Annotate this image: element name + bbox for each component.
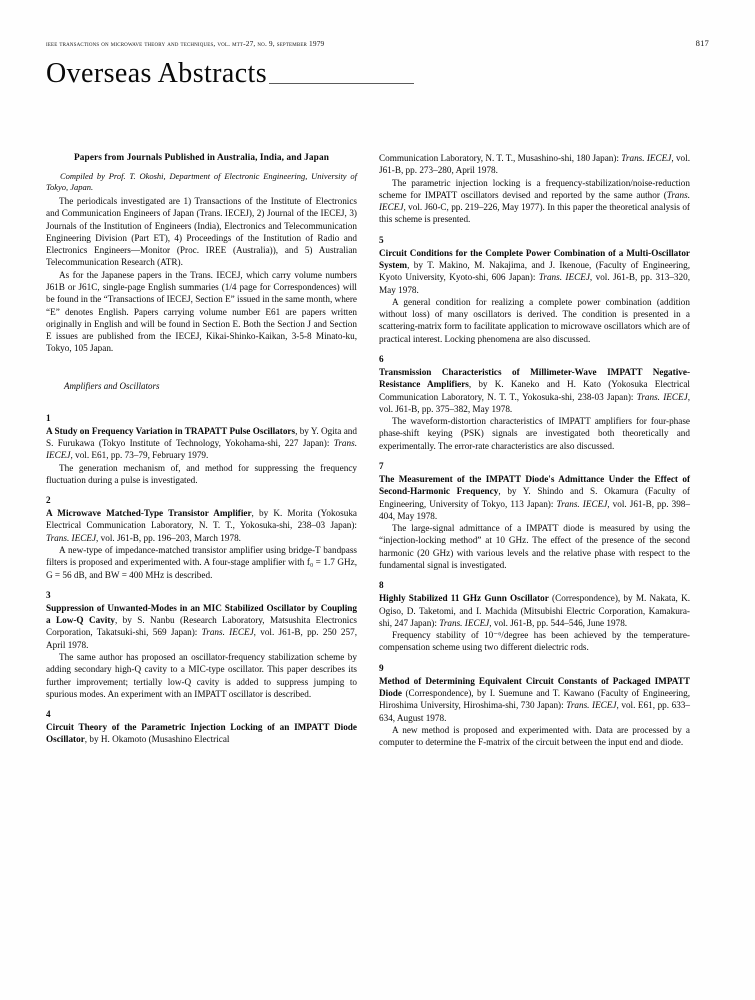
entry-number: 2 [46, 495, 51, 506]
entry-title: Highly Stabilized 11 GHz Gunn Oscillator [379, 593, 549, 604]
entry-abstract: Frequency stability of 10⁻⁶/degree has been achieved by the temperature-compensation scheme using two different dielectric rods. [379, 630, 690, 653]
section-heading-amplifiers: Amplifiers and Oscillators [64, 380, 160, 391]
entry-number: 1 [46, 412, 51, 423]
running-head-citation: ieee transactions on microwave theory and techniques, vol. mtt-27, no. 9, september 1979 [46, 39, 325, 48]
entry-abstract [379, 177, 690, 226]
running-head [46, 38, 709, 48]
entry-journal: Trans. IECEJ [538, 272, 590, 283]
entry-citation [46, 721, 357, 746]
entry-citation [379, 366, 690, 415]
entry-journal: Trans. IECEJ [621, 153, 672, 163]
entry-title: The Measurement of the IMPATT Diode's Admittance Under the Effect of Second-Harmonic Frequency [379, 474, 690, 497]
entry-abstract: The generation mechanism of, and method for suppressing the frequency fluctuation during a pulse is investigated. [46, 462, 357, 485]
entry-journal: Trans. IECEJ [439, 617, 490, 628]
entry-number: 8 [379, 580, 384, 591]
two-column-body [46, 152, 709, 976]
entry-journal: Trans. IECEJ [46, 532, 97, 543]
entry-title: Transmission Characteristics of Millimeter-Wave IMPATT Negative-Resistance Amplifiers [379, 367, 690, 390]
entry-journal: Trans. IECEJ [566, 700, 617, 711]
entry-title: A Study on Frequency Variation in TRAPATT Pulse Oscillators [46, 425, 296, 436]
entry-volume-pages: , vol. J61-B, pp. 375–382, May 1978. [379, 391, 690, 414]
entry-abstract: The large-signal admittance of a IMPATT diode is measured by using the “injection-locking method” at 10 GHz. The effect of the presence of the second harmonic (20 GHz) with various levels and the relative phase with respect to the fundamental signal is investigated. [379, 523, 690, 570]
entry-abstract: The waveform-distortion characteristics of IMPATT amplifiers for four-phase phase-shift keying (PSK) signals are investigated both theoretically and experimentally. The error-rate characteristics are also discussed. [379, 416, 690, 451]
entry-journal: Trans. IECEJ [636, 391, 688, 402]
entry-volume-pages: , vol. J61-B, pp. 398–404, May 1978. [379, 498, 690, 521]
entry-abstract: A general condition for realizing a complete power combination (addition without loss) of many oscillators is derived. The condition is presented in a scattering-matrix form to facilitate application to microwave oscillators which are of practical interest. Locking phenomena are also discussed. [379, 296, 690, 344]
entry-volume-pages: , vol. J61-B, pp. 544–546, June 1978. [489, 617, 628, 628]
entry-authors: , by K. Kaneko and H. Kato (Yokosuka Electrical Communication Laboratory, N. T. T., Yokosuka-shi, 238-03 Japan): [379, 379, 690, 402]
abstract-part-2: , vol. J60-C, pp. 219–226, May 1977). In this paper the theoretical analysis of this scheme is presented. [379, 202, 690, 225]
entry-abstract: A new method is proposed and experimented with. Data are processed by a computer to determine the F-matrix of the circuit between the input end and diode. [379, 724, 690, 748]
entry-volume-pages: , vol. J61-B, pp. 273–280, April 1978. [379, 153, 690, 176]
entry-citation [379, 592, 690, 629]
entry-citation [46, 507, 357, 544]
entry-journal: Trans. IECEJ [201, 627, 254, 638]
entry-journal: Trans. IECEJ [46, 437, 357, 461]
entry-title: Suppression of Unwanted-Modes in an MIC Stabilized Oscillator by Coupling a Low-Q Cavity [46, 602, 357, 626]
entry-authors: (Correspondence), by I. Suemune and T. Kawano (Faculty of Engineering, Hiroshima University, Hiroshima-shi, 730 Japan): [379, 688, 690, 711]
entry-abstract: The same author has proposed an oscillator-frequency stabilization scheme by adding secondary high-Q cavity to a MIC-type oscillator. This paper describes its further improvement; tertially low-Q cavity is added to suppress jumping to spurious modes. An experiment with an IMPATT oscillator is described. [46, 651, 357, 699]
page-number: 817 [695, 38, 709, 48]
entry-authors: , by K. Morita (Yokosuka Electrical Communication Laboratory, N. T. T., Yokosuka-shi, 238–03 Japan): [46, 508, 357, 531]
entry-citation [379, 473, 690, 522]
entry-number: 5 [379, 234, 384, 245]
compiled-by-note: Compiled by Prof. T. Okoshi, Department of Electronic Engineering, University of Tokyo, Japan. [46, 170, 357, 192]
entry-volume-pages: , vol. J61-B, pp. 313–320, May 1978. [379, 272, 690, 295]
entry-authors: , by Y. Ogita and S. Furukawa (Tokyo Institute of Technology, Yokohama-shi, 227 Japan): [46, 425, 357, 448]
department-title: Papers from Journals Published in Australia, India, and Japan [74, 153, 329, 163]
entry-number: 3 [46, 589, 51, 600]
entry-authors: , by T. Makino, M. Nakajima, and J. Ikenoue, (Faculty of Engineering, Kyoto University, Kyoto-shi, 606 Japan): [379, 260, 690, 283]
entry-authors: , by H. Okamoto (Musashino Electrical [84, 734, 230, 745]
entry-number: 9 [379, 662, 384, 673]
entry-citation-continuation [379, 152, 690, 177]
entry-number: 7 [379, 460, 384, 471]
entry-volume-pages: , vol. E61, pp. 73–79, February 1979. [70, 450, 209, 461]
entry-title: Circuit Theory of the Parametric Injection Locking of an IMPATT Diode Oscillator [46, 722, 357, 745]
entry-authors: (Correspondence), by M. Nakata, K. Ogiso, D. Taketomi, and I. Machida (Mitsubishi Electric Corporation, Kamakura-shi, 247 Japan): [379, 593, 691, 628]
entry-number: 4 [46, 709, 51, 720]
intro-paragraph-1: The periodicals investigated are 1) Transactions of the Institute of Electronics and Communication Engineers of Japan (Trans. IECEJ), 2) Journal of the IECEJ, 3) Journals of the Institution of Engineers (India), Electronics and Telecommunication Engineering Division (Part ET), 4) Proceedings of the Institution of Radio and Electronics Engineers—Monitor (Proc. IREE (Australia)), and 5) Australian Telecommunication Research (ATR). [46, 195, 357, 268]
left-column [46, 152, 357, 746]
entry-number: 6 [379, 353, 384, 364]
entry-citation [379, 675, 690, 724]
entry-title: Circuit Conditions for the Complete Power Combination of a Multi-Oscillator System [379, 247, 690, 270]
entry-affiliation: Communication Laboratory, N. T. T., Musashino-shi, 180 Japan): [379, 153, 622, 163]
intro-paragraph-2: As for the Japanese papers in the Trans. IECEJ, which carry volume numbers J61B or J61C, single-page English summaries (1/4 page for Correspondences) will be found in the “Transactions of IECEJ, Section E” issued in the same month, where “E” denotes English. Papers carrying volume number E61 are papers written originally in English and will be found in Section E. Both the Section J and Section E issues are published from the IECEJ, Kikai-Shinko-Kaikan, 3-5-8 Minato-ku, Tokyo, 105 Japan. [46, 269, 357, 354]
entry-authors: , by Y. Shindo and S. Okamura (Faculty of Engineering, University of Tokyo, 113 Japan): [379, 486, 690, 509]
entry-volume-pages: , vol. J61-B, pp. 250 257, April 1978. [46, 627, 357, 650]
entry-citation [379, 247, 690, 296]
abstract-part-1: The parametric injection locking is a frequency-stabilization/noise-reduction scheme for IMPATT oscillators devised and reported by the same author ( [379, 177, 690, 200]
page-title: Overseas Abstracts [46, 58, 268, 89]
abstract-journal-ref: Trans. IECEJ [379, 189, 690, 213]
entry-title: Method of Determining Equivalent Circuit Constants of Packaged IMPATT Diode [379, 675, 690, 698]
entry-citation [46, 602, 357, 651]
entry-title: A Microwave Matched-Type Transistor Amplifier [46, 508, 252, 519]
entry-journal: Trans. IECEJ [556, 498, 608, 509]
entry-abstract: A new-type of impedance-matched transistor amplifier using bridge-T bandpass filters is proposed and experimented with. A four-stage amplifier with f₀ = 1.7 GHz, G = 56 dB, and BW = 400 MHz is described. [46, 544, 357, 580]
entry-citation [46, 425, 357, 462]
entry-authors: , by S. Nanbu (Research Laboratory, Matsushita Electronics Corporation, Takatsuki-shi, 569 Japan): [46, 615, 358, 638]
right-column [379, 152, 690, 748]
page-title-block [46, 60, 709, 88]
entry-volume-pages: , vol. J61-B, pp. 196–203, March 1978. [96, 532, 241, 543]
title-rule [269, 83, 414, 84]
entry-volume-pages: , vol. E61, pp. 633–634, August 1978. [379, 700, 690, 723]
